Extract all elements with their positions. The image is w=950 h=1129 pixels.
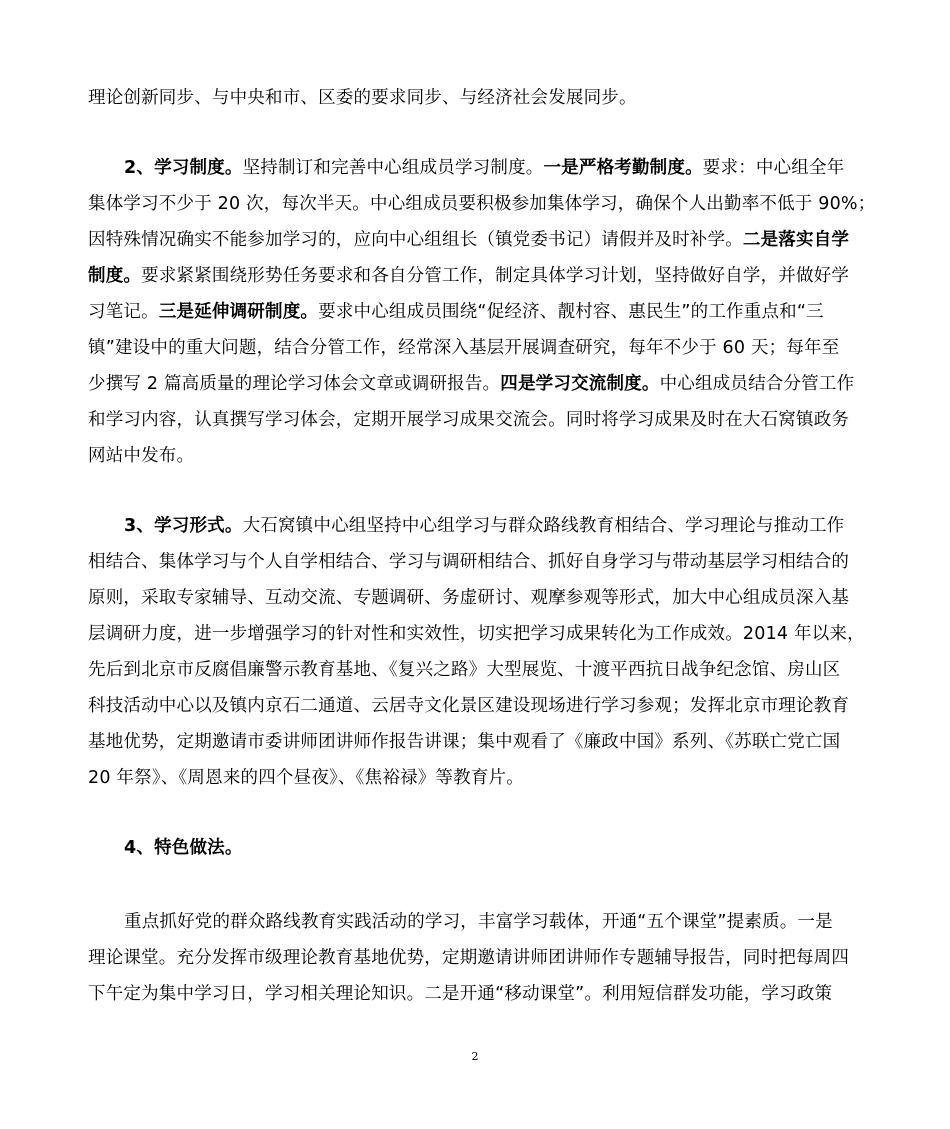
- bold-run: 三是延伸调研制度。: [158, 302, 319, 322]
- text-run: 习笔记。: [88, 302, 159, 322]
- paragraph-2-line-7: [88, 366, 854, 402]
- paragraph-5-line-2: 理论课堂。充分发挥市级理论教育基地优势，定期邀请讲师团讲师作专题辅导报告，同时把每周四: [88, 948, 850, 968]
- paragraph-2-line-2: 集体学习不少于 20 次，每次半天。中心组成员要积极参加集体学习，确保个人出勤率不低于 90%；: [88, 194, 876, 214]
- section-heading-study-system: 2、学习制度。: [124, 158, 243, 178]
- paragraph-2-line-5: [88, 294, 824, 330]
- paragraph-2-line-3: [88, 222, 849, 258]
- text-run: 要求中心组成员围绕“促经济、靓村容、惠民生”的工作重点和“三: [318, 302, 824, 322]
- bold-run: 二是落实自学: [742, 230, 850, 250]
- paragraph-3-line-5: 先后到北京市反腐倡廉警示教育基地、《复兴之路》大型展览、十渡平西抗日战争纪念馆、房山区: [88, 660, 841, 680]
- paragraph-3-line-7: 基地优势，定期邀请市委讲师团讲师作报告讲课；集中观看了《廉政中国》系列、《苏联亡党亡国: [88, 732, 841, 752]
- paragraph-3-line-4: 层调研力度，进一步增强学习的针对性和实效性，切实把学习成果转化为工作成效。2014 年以来，: [88, 624, 865, 644]
- section-heading-special-practices: 4、特色做法。: [124, 838, 243, 858]
- paragraph-3-line-2: 相结合、集体学习与个人自学相结合、学习与调研相结合、抓好自身学习与带动基层学习相结合的: [88, 552, 850, 572]
- paragraph-5-line-3: 下午定为集中学习日，学习相关理论知识。二是开通“移动课堂”。利用短信群发功能，学习政策: [88, 984, 833, 1004]
- page-number: 2: [471, 1050, 479, 1063]
- paragraph-3-line-6: 科技活动中心以及镇内京石二通道、云居寺文化景区建设现场进行学习参观；发挥北京市理论教育: [88, 696, 850, 716]
- paragraph-3-line-8: 20 年祭》、《周恩来的四个昼夜》、《焦裕禄》等教育片。: [88, 768, 524, 788]
- text-run: 少撰写 2 篇高质量的理论学习体会文章或调研报告。: [88, 374, 501, 394]
- paragraph-3-line-3: 原则，采取专家辅导、互动交流、专题调研、务虚研讨、观摩参观等形式，加大中心组成员深入基: [88, 588, 850, 608]
- paragraph-2-line-4: [88, 258, 849, 294]
- paragraph-2-line-6: 镇”建设中的重大问题，结合分管工作，经常深入基层开展调查研究，每年不少于 60 天；每年至: [88, 338, 840, 358]
- paragraph-2-line-1: [124, 150, 844, 186]
- text-run: 因特殊情况确实不能参加学习的，应向中心组组长（镇党委书记）请假并及时补学。: [88, 230, 743, 250]
- text-run: 要求紧紧围绕形势任务要求和各自分管工作，制定具体学习计划，坚持做好自学，并做好学: [141, 266, 850, 286]
- paragraph-3-line-1: [124, 508, 844, 544]
- paragraph-5-line-1: 重点抓好党的群众路线教育实践活动的学习，丰富学习载体，开通“五个课堂”提素质。一是: [124, 912, 833, 932]
- paragraph-1-line-1: 理论创新同步、与中央和市、区委的要求同步、与经济社会发展同步。: [88, 88, 637, 108]
- bold-run: 四是学习交流制度。: [500, 374, 660, 394]
- paragraph-2-line-8: 和学习内容，认真撰写学习体会，定期开展学习成果交流会。同时将学习成果及时在大石窝镇政务: [88, 410, 850, 430]
- paragraph-2-line-9: 网站中发布。: [88, 446, 195, 466]
- text-run: 坚持制订和完善中心组成员学习制度。: [242, 158, 544, 178]
- bold-run: 制度。: [88, 266, 142, 286]
- bold-run: 一是严格考勤制度。: [543, 158, 703, 178]
- text-run: 大石窝镇中心组坚持中心组学习与群众路线教育相结合、学习理论与推动工作: [242, 516, 845, 536]
- section-heading-study-form: 3、学习形式。: [124, 516, 243, 536]
- text-run: 中心组成员结合分管工作: [659, 374, 855, 394]
- text-run: 要求：中心组全年: [702, 158, 845, 178]
